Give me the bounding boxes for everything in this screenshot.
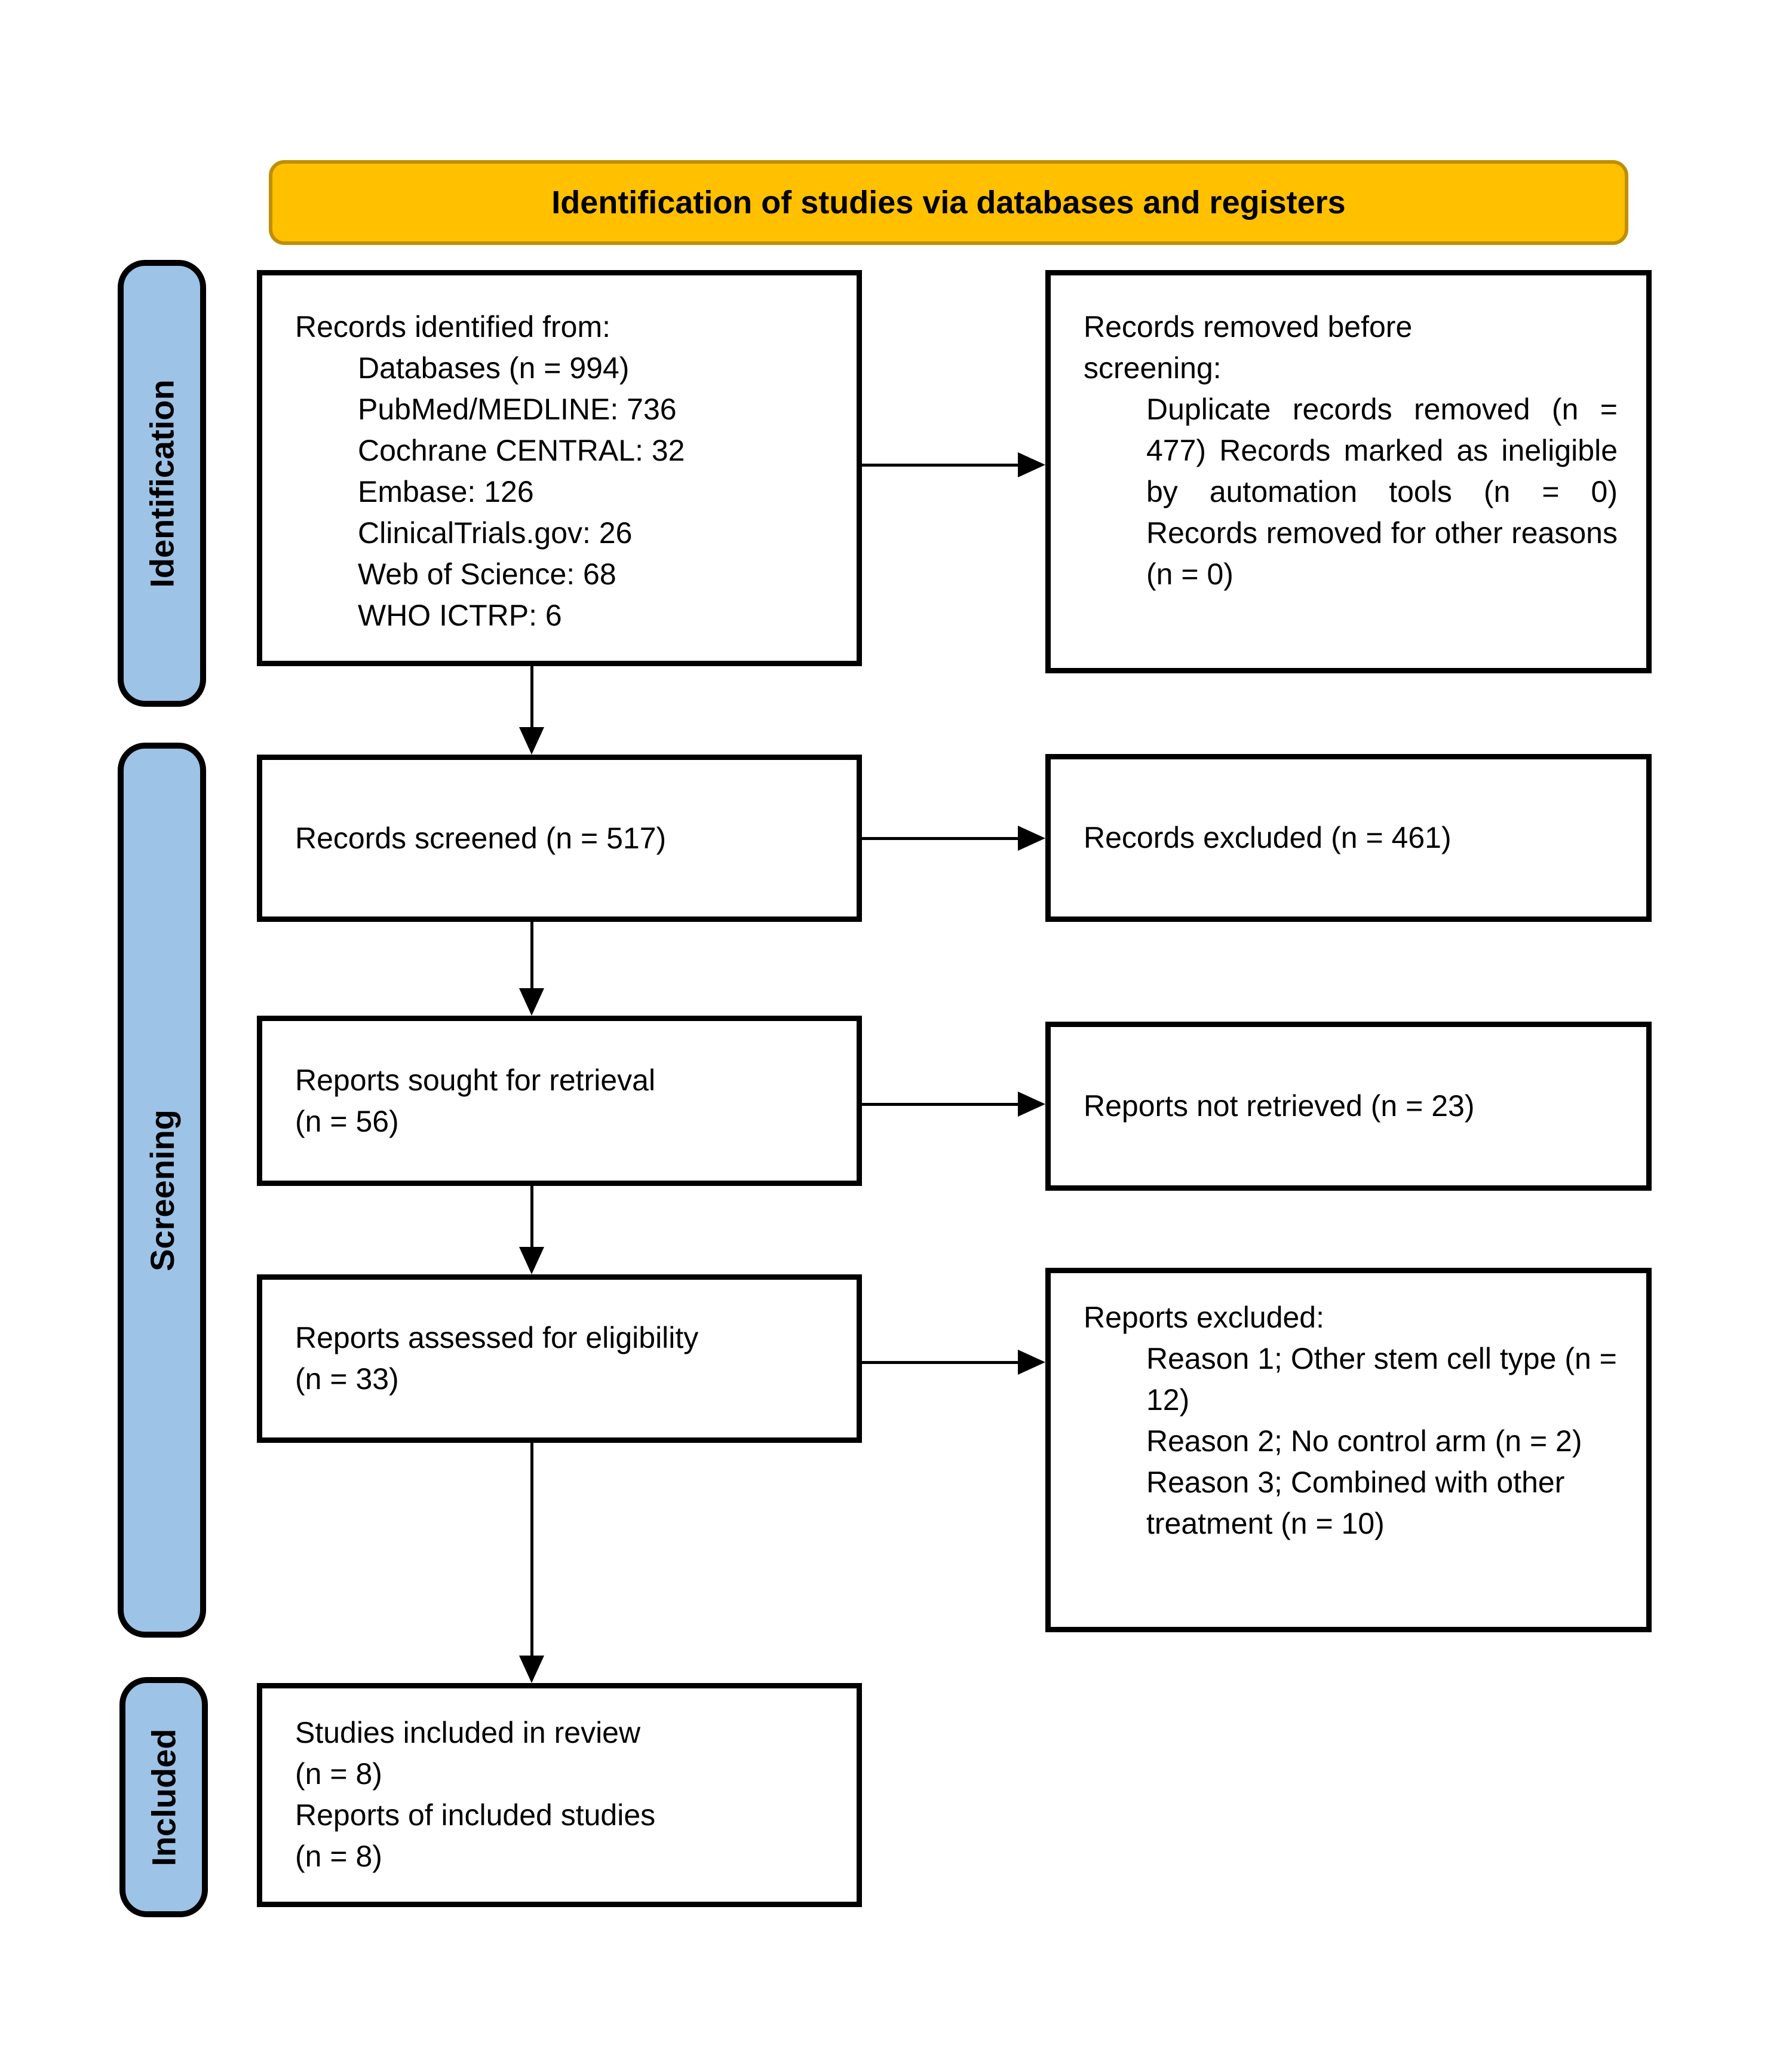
box-body: Duplicate records removed (n = 477) Records marked as ineligible by automation tools (n = 0) Records removed for other reasons (n = 0) xyxy=(1146,393,1618,591)
box-records-screened xyxy=(257,755,862,922)
list-item: Embase: 126 xyxy=(358,475,534,508)
box-reports-excluded xyxy=(1045,1268,1652,1632)
box-title: Reports excluded: xyxy=(1084,1301,1325,1334)
arrow-line xyxy=(530,1443,533,1656)
arrow-head-icon xyxy=(519,1247,544,1274)
title-text: Identification of studies via databases and registers xyxy=(551,185,1346,220)
box-title: Records identified from: xyxy=(295,310,611,344)
box-title-line: screening: xyxy=(1084,351,1222,385)
box-text: Records screened (n = 517) xyxy=(295,821,667,855)
box-text-line: Reports sought for retrieval xyxy=(295,1063,656,1097)
arrow-line xyxy=(862,837,1018,840)
stage-label-identification-text: Identification xyxy=(143,379,181,588)
arrow-line xyxy=(530,666,533,728)
list-item: WHO ICTRP: 6 xyxy=(358,599,562,632)
stage-label-included-text: Included xyxy=(145,1728,183,1866)
list-item: ClinicalTrials.gov: 26 xyxy=(358,516,633,550)
box-text-line: (n = 56) xyxy=(295,1104,399,1138)
box-text: Reports not retrieved (n = 23) xyxy=(1084,1089,1475,1123)
arrow-line xyxy=(862,1361,1018,1364)
box-text: Records excluded (n = 461) xyxy=(1084,821,1452,854)
list-item: Databases (n = 994) xyxy=(358,351,630,385)
arrow-head-icon xyxy=(519,727,544,755)
box-text-line: (n = 33) xyxy=(295,1362,399,1396)
arrow-line xyxy=(530,1186,533,1247)
box-text-line: Reports of included studies xyxy=(295,1798,656,1832)
box-reports-assessed xyxy=(257,1274,862,1443)
arrow-line xyxy=(530,922,533,989)
stage-label-identification xyxy=(118,260,206,707)
list-item: Web of Science: 68 xyxy=(358,557,616,591)
arrow-head-icon xyxy=(519,988,544,1016)
list-item: Reason 2; No control arm (n = 2) xyxy=(1146,1424,1582,1458)
box-records-removed xyxy=(1045,270,1652,673)
box-reports-not-retrieved xyxy=(1045,1022,1652,1191)
arrow-line xyxy=(862,1103,1018,1106)
list-item: PubMed/MEDLINE: 736 xyxy=(358,393,677,426)
box-studies-included xyxy=(257,1683,862,1907)
title-banner xyxy=(269,160,1628,245)
box-text-line: Studies included in review xyxy=(295,1716,641,1749)
box-text-line: Reports assessed for eligibility xyxy=(295,1321,699,1354)
arrow-line xyxy=(862,464,1018,467)
box-text-line: (n = 8) xyxy=(295,1757,382,1791)
arrow-head-icon xyxy=(1018,1092,1045,1117)
arrow-head-icon xyxy=(1018,452,1045,477)
arrow-head-icon xyxy=(1018,826,1045,851)
arrow-head-icon xyxy=(1018,1350,1045,1375)
stage-label-screening xyxy=(118,743,206,1638)
list-item: Reason 1; Other stem cell type (n = 12) xyxy=(1146,1342,1617,1417)
box-title-line: Records removed before xyxy=(1084,310,1413,344)
stage-label-included xyxy=(119,1677,208,1917)
box-records-excluded xyxy=(1045,754,1652,922)
box-text-line: (n = 8) xyxy=(295,1840,382,1873)
arrow-head-icon xyxy=(519,1656,544,1683)
box-records-identified xyxy=(257,270,862,666)
list-item: Cochrane CENTRAL: 32 xyxy=(358,434,685,467)
list-item: Reason 3; Combined with other treatment (n = 10) xyxy=(1146,1466,1565,1540)
stage-label-screening-text: Screening xyxy=(143,1109,181,1271)
box-reports-sought xyxy=(257,1016,862,1186)
